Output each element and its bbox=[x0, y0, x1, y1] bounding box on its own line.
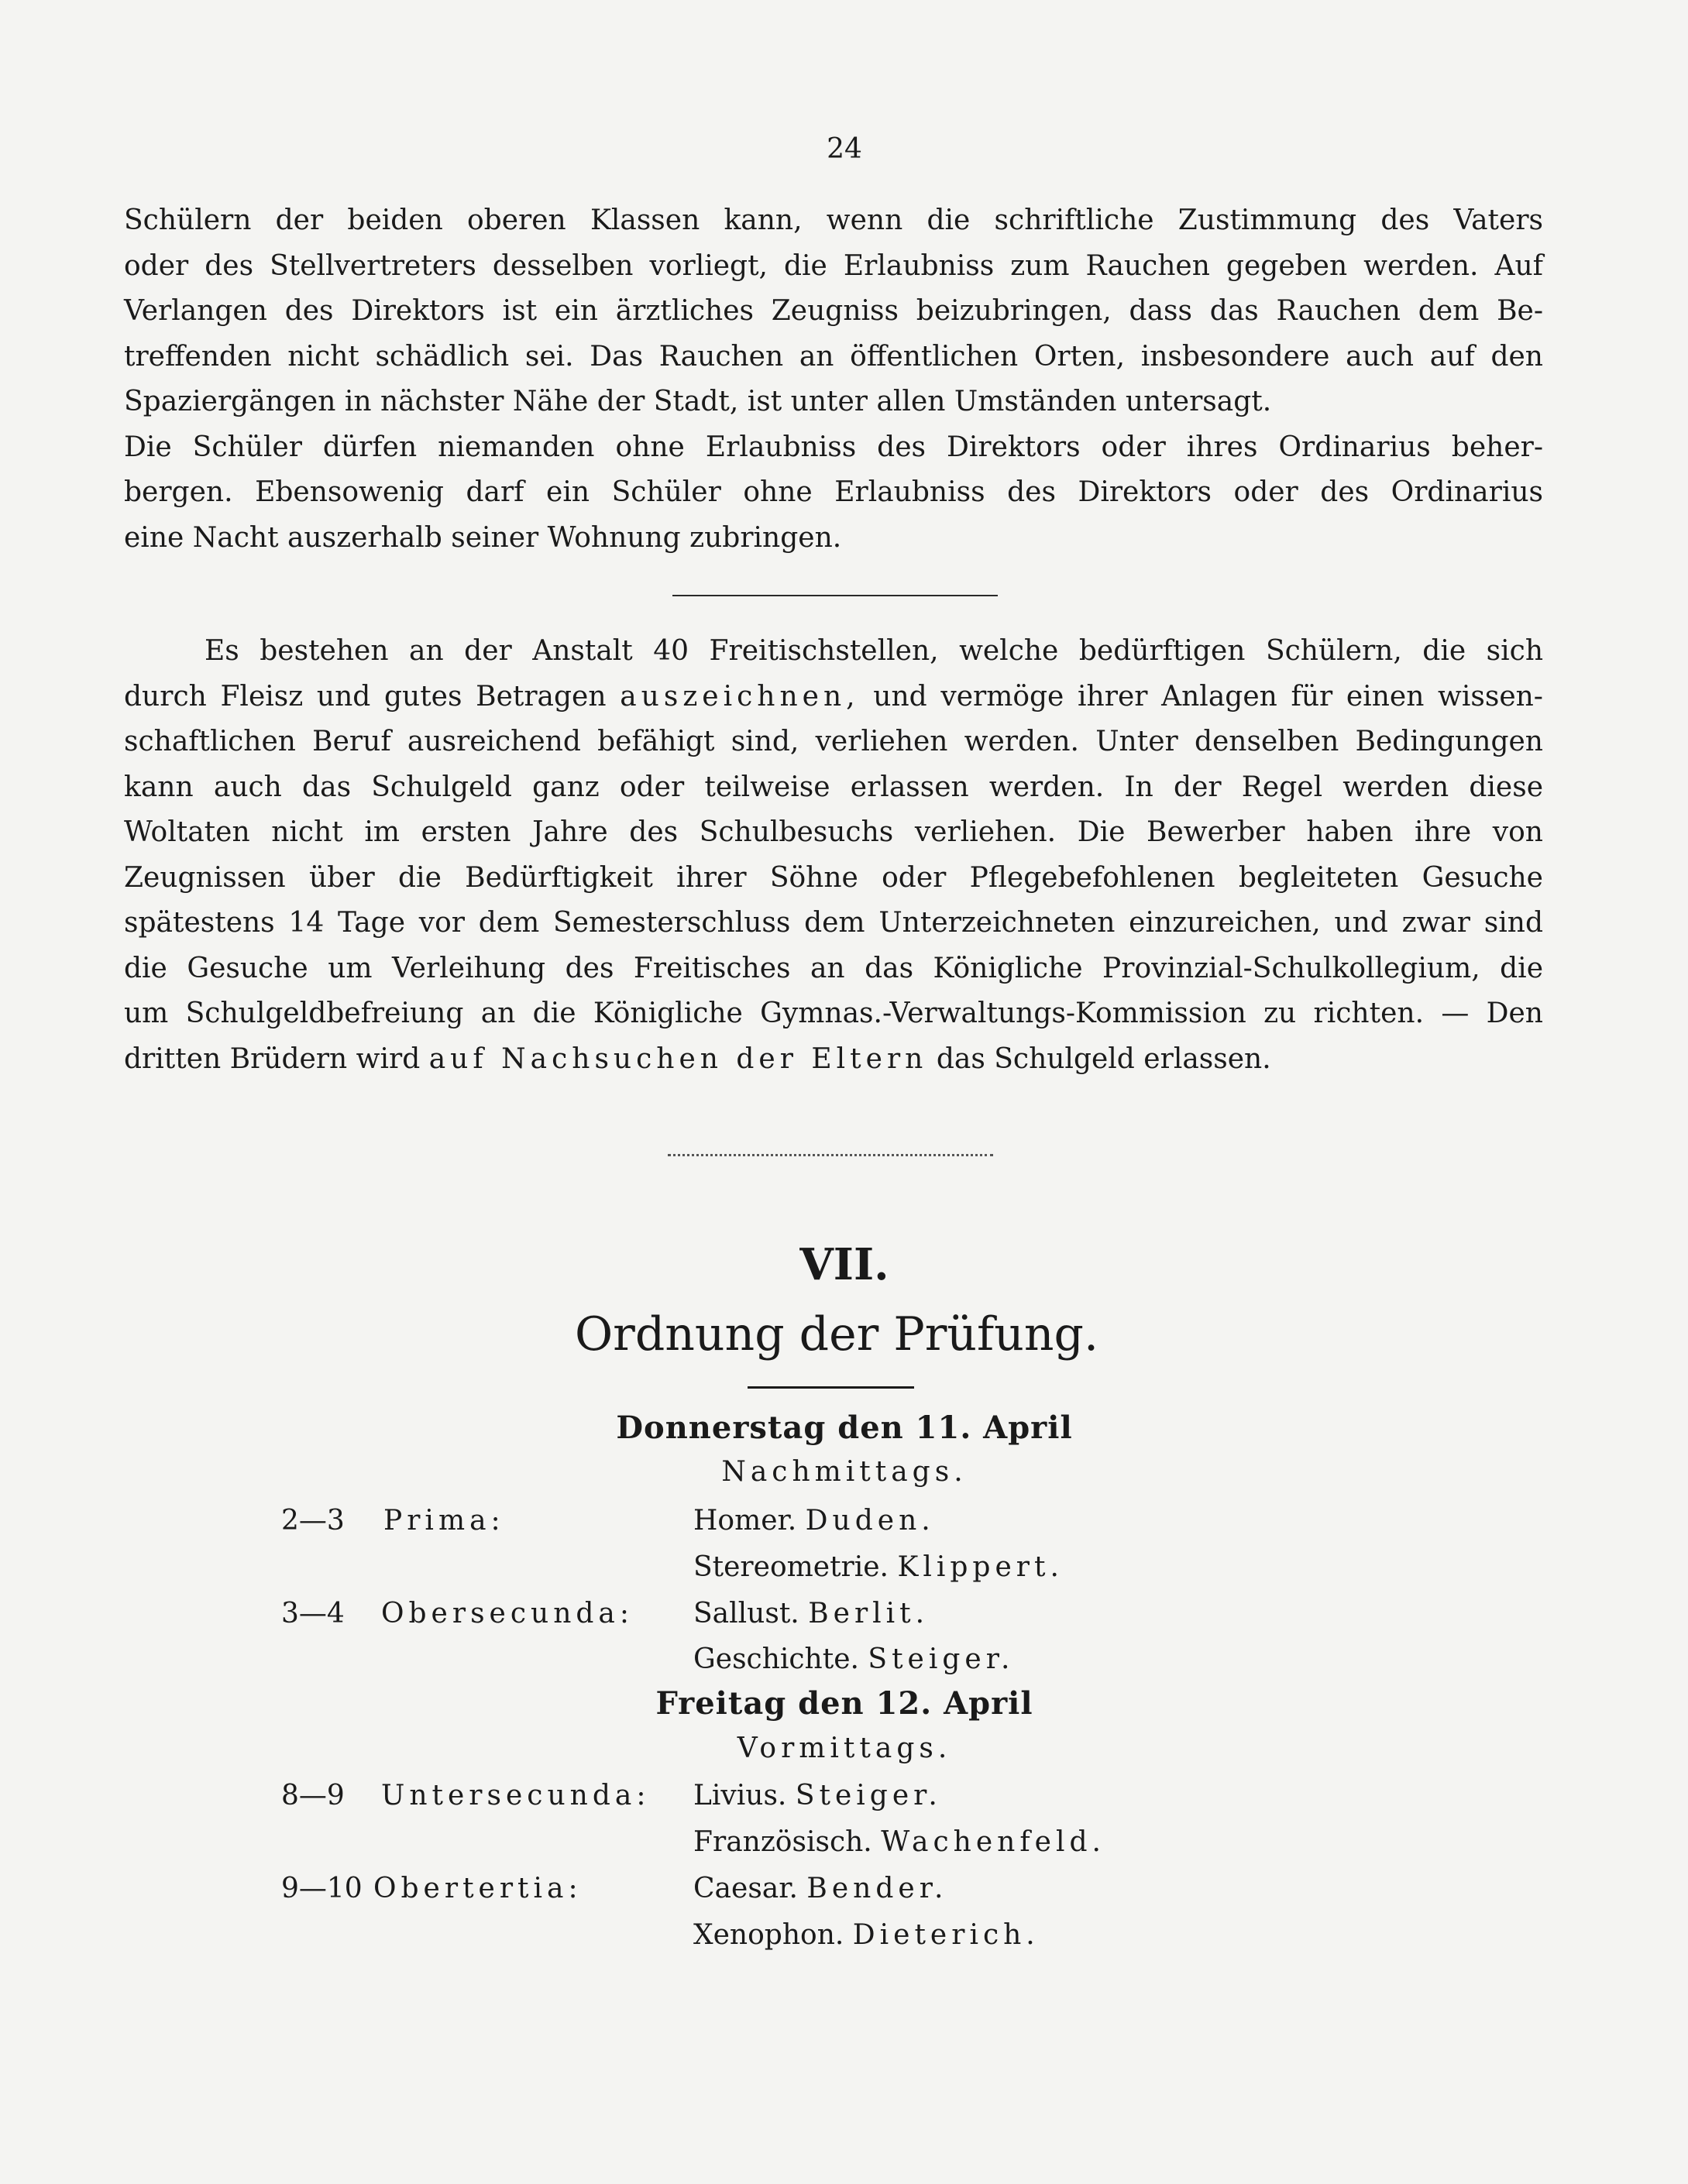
exam-teacher: Steiger. bbox=[795, 1780, 942, 1811]
exam-teacher: Dieterich. bbox=[852, 1919, 1040, 1951]
text-line: Verlangen des Direktors ist ein ärztliches Zeugniss beizubringen, dass das Rauchen dem Be- bbox=[124, 295, 1543, 327]
exam-class: Obersecunda: bbox=[381, 1598, 634, 1629]
text-line: die Gesuche um Verleihung des Freitisches an das Königliche Provinzial-Schulkollegium, die bbox=[124, 952, 1543, 984]
exam-entry bbox=[693, 1873, 947, 1904]
text-line: Woltaten nicht im ersten Jahre des Schulbesuchs verliehen. Die Bewerber haben ihre von bbox=[124, 816, 1543, 848]
text-line: Zeugnissen über die Bedürftigkeit ihrer Söhne oder Pflegebefohlenen begleiteten Gesuche bbox=[124, 861, 1543, 894]
ornamental-divider bbox=[668, 1154, 993, 1156]
exam-entry bbox=[693, 1780, 942, 1811]
text-line bbox=[124, 1037, 1543, 1083]
exam-subject: Caesar. bbox=[693, 1873, 798, 1904]
exam-subject: Homer. bbox=[693, 1505, 797, 1537]
exam-entry bbox=[693, 1505, 935, 1537]
title-underline bbox=[748, 1386, 914, 1389]
rules-text-block bbox=[124, 198, 1543, 561]
text-line: Die Schüler dürfen niemanden ohne Erlaubniss des Direktors oder ihres Ordinarius beher- bbox=[124, 431, 1543, 463]
text-segment: durch Fleisz und gutes Betragen bbox=[124, 680, 607, 713]
exam-teacher: Bender. bbox=[806, 1873, 948, 1904]
period-label: Vormittags. bbox=[737, 1732, 952, 1764]
text-line: um Schulgeldbefreiung an die Königliche Gymnas.-Verwaltungs-Kommission zu richten. — Den bbox=[124, 998, 1543, 1029]
exam-class: Prima: bbox=[383, 1505, 505, 1537]
page-number: 24 bbox=[827, 133, 862, 165]
exam-entry bbox=[693, 1643, 1014, 1675]
text-line: Schülern der beiden oberen Klassen kann, wenn die schriftliche Zustimmung des Vaters bbox=[124, 204, 1543, 236]
exam-subject: Livius. bbox=[693, 1780, 787, 1811]
text-line: eine Nacht auszerhalb seiner Wohnung zubringen. bbox=[124, 521, 842, 554]
text-line: spätestens 14 Tage vor dem Semesterschluss dem Unterzeichneten einzureichen, und zwar sind bbox=[124, 907, 1543, 939]
exam-teacher: Wachenfeld. bbox=[881, 1826, 1105, 1858]
exam-class: Obertertia: bbox=[373, 1873, 583, 1904]
exam-entry bbox=[693, 1598, 929, 1629]
text-line: bergen. Ebensowenig darf ein Schüler ohne Erlaubniss des Direktors oder des Ordinarius bbox=[124, 476, 1543, 508]
text-line: oder des Stellvertreters desselben vorliegt, die Erlaubniss zum Rauchen gegeben werden. Auf bbox=[124, 249, 1543, 282]
section-number: VII. bbox=[799, 1239, 889, 1290]
exam-teacher: Duden. bbox=[805, 1505, 935, 1537]
day-heading: Freitag den 12. April bbox=[655, 1685, 1033, 1722]
exam-subject: Xenophon. bbox=[693, 1919, 844, 1951]
text-line: Spaziergängen in nächster Nähe der Stadt, ist unter allen Umständen untersagt. bbox=[124, 386, 1272, 417]
exam-time: 3—4 bbox=[281, 1598, 345, 1629]
exam-time: 8—9 bbox=[281, 1780, 345, 1811]
text-segment: dritten Brüdern wird bbox=[124, 1042, 421, 1075]
exam-class: Untersecunda: bbox=[381, 1780, 651, 1811]
text-line: schaftlichen Beruf ausreichend befähigt sind, verliehen werden. Unter denselben Bedingungen bbox=[124, 726, 1543, 757]
section-divider bbox=[672, 595, 998, 596]
spaced-text: auf Nachsuchen der Eltern bbox=[428, 1042, 928, 1075]
text-line bbox=[124, 675, 1543, 720]
exam-subject: Sallust. bbox=[693, 1598, 799, 1629]
exam-teacher: Klippert. bbox=[897, 1551, 1064, 1583]
exam-teacher: Berlit. bbox=[808, 1598, 930, 1629]
exam-subject: Französisch. bbox=[693, 1826, 872, 1858]
exam-time: 2—3 bbox=[281, 1505, 345, 1537]
day-heading: Donnerstag den 11. April bbox=[616, 1410, 1073, 1446]
section-title: Ordnung der Prüfung. bbox=[574, 1307, 1099, 1362]
text-line: kann auch das Schulgeld ganz oder teilweise erlassen werden. In der Regel werden diese bbox=[124, 771, 1543, 803]
exam-entry bbox=[693, 1919, 1040, 1951]
period-label: Nachmittags. bbox=[721, 1456, 968, 1488]
text-segment: und vermöge ihrer Anlagen für einen wissen- bbox=[873, 680, 1543, 713]
text-line: Es bestehen an der Anstalt 40 Freitischstellen, welche bedürftigen Schülern, die sich bbox=[205, 635, 1543, 667]
exam-entry bbox=[693, 1551, 1064, 1583]
exam-subject: Geschichte. bbox=[693, 1643, 859, 1675]
exam-teacher: Steiger. bbox=[868, 1643, 1015, 1675]
exam-subject: Stereometrie. bbox=[693, 1551, 889, 1583]
spaced-text: auszeichnen, bbox=[620, 680, 860, 713]
exam-time: 9—10 bbox=[281, 1873, 363, 1904]
text-segment: das Schulgeld erlassen. bbox=[936, 1042, 1271, 1075]
exam-entry bbox=[693, 1826, 1105, 1858]
freitisch-paragraph bbox=[124, 629, 1543, 1082]
text-line: treffenden nicht schädlich sei. Das Rauchen an öffentlichen Orten, insbesondere auch auf den bbox=[124, 340, 1543, 373]
